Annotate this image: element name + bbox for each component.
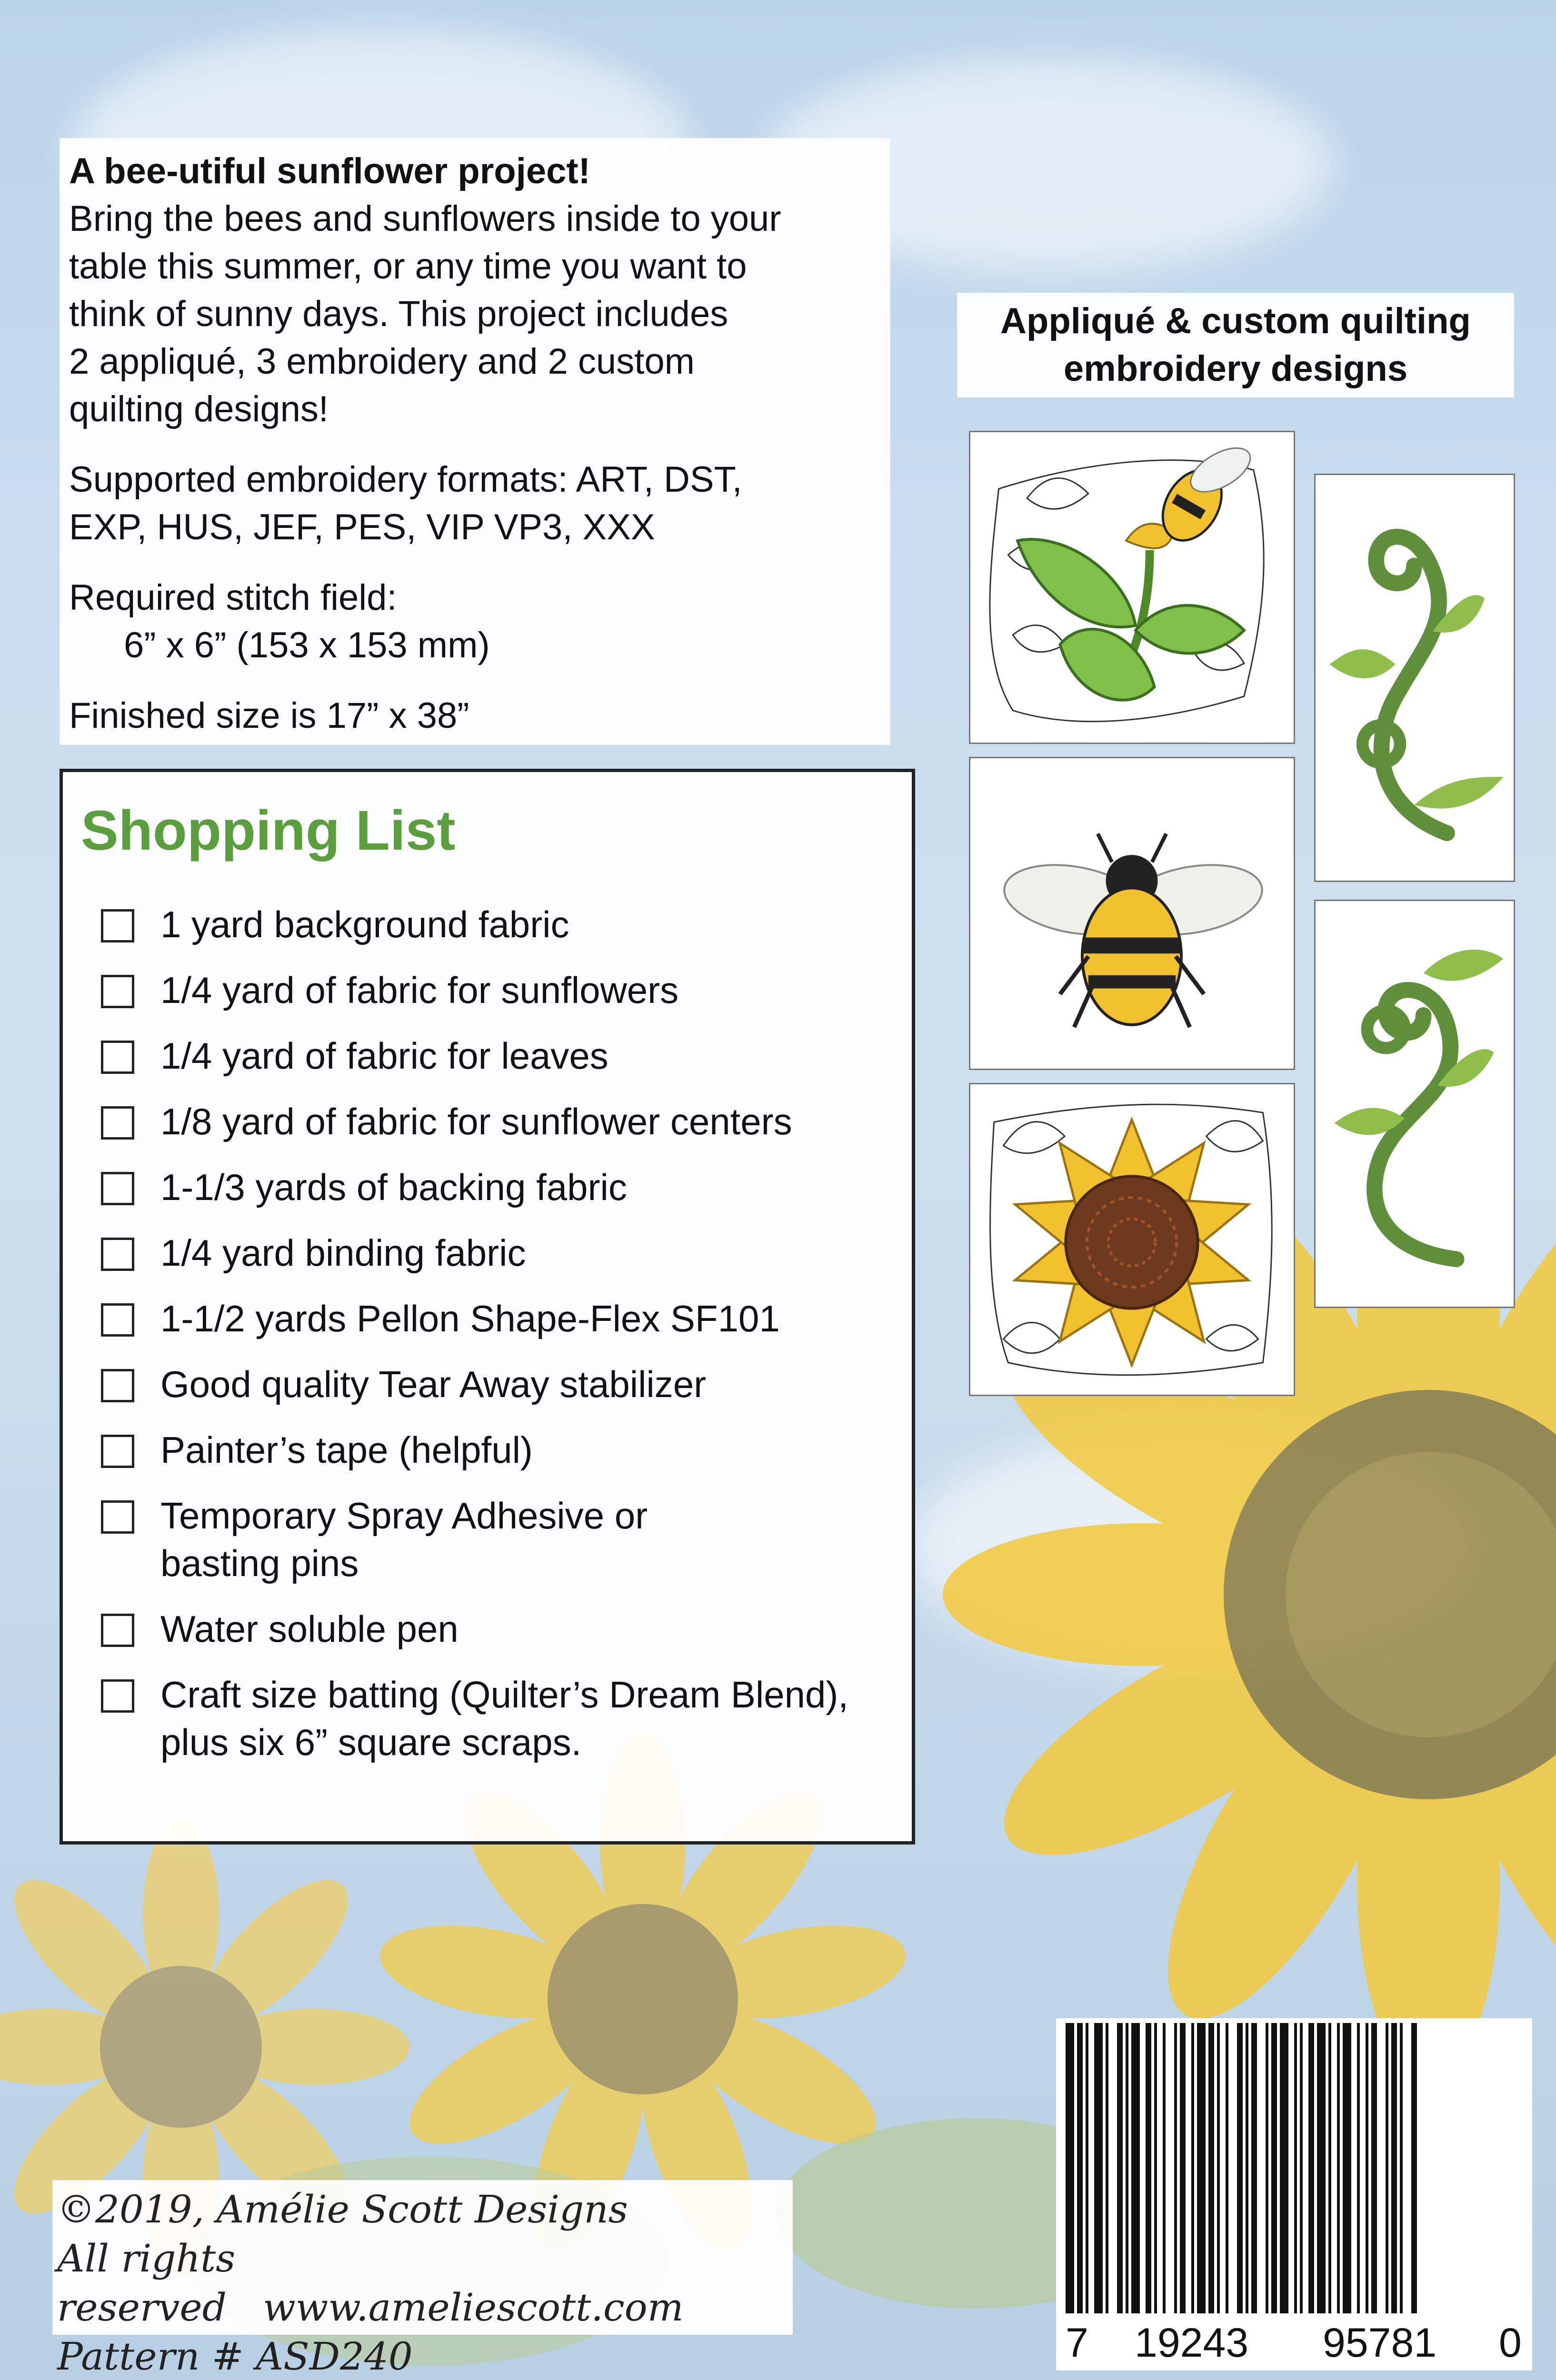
barcode-bar [1391, 2023, 1397, 2313]
barcode-bar [1086, 2023, 1088, 2313]
barcode-bar [1197, 2023, 1206, 2313]
shopping-item [96, 1163, 906, 1211]
rights-reserved: All rights reserved [57, 2236, 236, 2330]
bee-icon [970, 758, 1294, 1069]
vine-quilting-top-tile [1314, 474, 1515, 882]
barcode-bar [1146, 2023, 1151, 2313]
barcode-bar [1371, 2023, 1377, 2313]
caption-line: Appliqué & custom quilting [1000, 301, 1471, 341]
checkbox[interactable] [101, 1303, 134, 1337]
sunflower-applique-tile [969, 1083, 1295, 1396]
barcode-bar [1163, 2023, 1166, 2313]
intro-line: 2 appliqué, 3 embroidery and 2 custom [69, 341, 695, 382]
barcode-digit: 0 [1499, 2320, 1522, 2366]
shopping-item-text: plus six 6” square scraps. [160, 1721, 582, 1763]
checkbox[interactable] [101, 1369, 134, 1402]
checkbox[interactable] [101, 1614, 134, 1647]
shopping-item-text: Good quality Tear Away stabilizer [160, 1363, 707, 1405]
barcode-digit: 7 [1066, 2320, 1088, 2366]
barcode-bar [1357, 2023, 1360, 2313]
stitch-field-value: 6” x 6” (153 x 153 mm) [124, 625, 490, 665]
barcode-bar [1337, 2023, 1340, 2313]
shopping-item-text: 1 yard background fabric [160, 903, 569, 945]
checkbox[interactable] [101, 1679, 134, 1713]
formats-paragraph [69, 456, 881, 551]
sunflower-icon [970, 1084, 1294, 1395]
barcode-digit: 95781 [1323, 2320, 1437, 2366]
intro-line: think of sunny days. This project includes [69, 294, 728, 334]
checkbox[interactable] [101, 1106, 134, 1140]
barcode-bar [1174, 2023, 1177, 2313]
bee-embroidery-tile [969, 757, 1295, 1070]
intro-panel [60, 138, 890, 745]
barcode-bar [1300, 2023, 1303, 2313]
barcode-bar [1117, 2023, 1123, 2313]
shopping-item [96, 1360, 906, 1408]
barcode-digit: 19243 [1135, 2320, 1249, 2366]
shopping-item-text: 1-1/3 yards of backing fabric [160, 1166, 627, 1208]
barcode-bar [1237, 2023, 1243, 2313]
barcode-bar [1386, 2023, 1388, 2313]
barcode-bar [1094, 2023, 1103, 2313]
shopping-item [96, 1605, 906, 1653]
barcode-bar [1343, 2023, 1351, 2313]
shopping-item-text: 1-1/2 yards Pellon Shape-Flex SF101 [160, 1298, 780, 1339]
vine-icon [1316, 901, 1514, 1307]
copyright: ©2019, Amélie Scott Designs [57, 2187, 628, 2231]
shopping-list-title: Shopping List [81, 799, 456, 862]
checkbox[interactable] [101, 1041, 134, 1074]
barcode-bar [1266, 2023, 1268, 2313]
barcode-bar [1251, 2023, 1257, 2313]
barcode-bar [1411, 2023, 1417, 2313]
barcode-bar [1180, 2023, 1186, 2313]
checkbox[interactable] [101, 1172, 134, 1205]
shopping-item [96, 1032, 906, 1080]
vine-icon [1316, 475, 1514, 881]
vine-quilting-bottom-tile [1314, 900, 1515, 1308]
formats-line: Supported embroidery formats: ART, DST, [69, 459, 742, 500]
checkbox[interactable] [101, 1238, 134, 1271]
barcode-bar [1208, 2023, 1214, 2313]
shopping-item-text: Painter’s tape (helpful) [160, 1429, 533, 1471]
credits-panel [52, 2180, 793, 2379]
checkbox[interactable] [101, 975, 134, 1008]
barcode-bar [1106, 2023, 1108, 2313]
shopping-item-text: basting pins [160, 1542, 359, 1584]
shopping-item [96, 1426, 906, 1474]
shopping-item [96, 901, 906, 948]
shopping-list [96, 901, 906, 1784]
barcode-bar [1294, 2023, 1297, 2313]
barcode-bar [1191, 2023, 1194, 2313]
intro-line: quilting designs! [69, 389, 329, 429]
barcode-bar [1131, 2023, 1140, 2313]
shopping-list-panel [60, 769, 915, 1844]
barcode-bar [1066, 2023, 1074, 2313]
intro-line: table this summer, or any time you want to [69, 246, 747, 287]
intro-line: Bring the bees and sunflowers inside to your [69, 198, 781, 239]
checkbox[interactable] [101, 909, 134, 942]
shopping-item [96, 966, 906, 1014]
designs-caption [957, 293, 1514, 397]
shopping-item [96, 1295, 906, 1342]
shopping-item [96, 1098, 906, 1145]
shopping-item-text: Water soluble pen [160, 1608, 459, 1650]
shopping-item [96, 1671, 906, 1766]
barcode-bar [1077, 2023, 1083, 2313]
pattern-number: Pattern # ASD240 [57, 2334, 413, 2379]
sunflower-bee-applique-tile [969, 431, 1295, 744]
intro-paragraph [69, 148, 881, 433]
caption-line: embroidery designs [1063, 348, 1408, 389]
barcode-bars [1056, 2023, 1532, 2318]
stitch-field-label: Required stitch field: [69, 577, 397, 618]
shopping-item [96, 1229, 906, 1277]
shopping-item-text: 1/4 yard binding fabric [160, 1232, 526, 1274]
website-link[interactable]: www.ameliescott.com [263, 2285, 684, 2330]
shopping-item [96, 1492, 906, 1587]
intro-headline: A bee-utiful sunflower project! [69, 151, 590, 191]
barcode-bar [1366, 2023, 1368, 2313]
formats-line: EXP, HUS, JEF, PES, VIP VP3, XXX [69, 507, 655, 547]
sunflower-bee-applique-icon [970, 432, 1294, 743]
barcode-bar [1217, 2023, 1220, 2313]
barcode-bar [1154, 2023, 1157, 2313]
barcode-bar [1400, 2023, 1403, 2313]
stitch-field-paragraph [69, 574, 881, 669]
barcode-bar [1308, 2023, 1314, 2313]
barcode [1056, 2018, 1532, 2370]
barcode-bar [1317, 2023, 1326, 2313]
checkbox[interactable] [101, 1435, 134, 1468]
barcode-bar [1226, 2023, 1228, 2313]
barcode-bar [1328, 2023, 1331, 2313]
barcode-bar [1126, 2023, 1128, 2313]
shopping-item-text: 1/8 yard of fabric for sunflower centers [160, 1101, 792, 1142]
shopping-item-text: Temporary Spray Adhesive or [160, 1495, 648, 1537]
shopping-item-text: 1/4 yard of fabric for leaves [160, 1035, 608, 1077]
shopping-item-text: 1/4 yard of fabric for sunflowers [160, 969, 679, 1011]
checkbox[interactable] [101, 1500, 134, 1534]
shopping-item-text: Craft size batting (Quilter’s Dream Blend), [160, 1674, 848, 1716]
barcode-bar [1271, 2023, 1277, 2313]
barcode-bar [1280, 2023, 1288, 2313]
barcode-bar [1246, 2023, 1248, 2313]
rights-line [57, 2234, 788, 2332]
finished-size: Finished size is 17” x 38” [69, 695, 469, 736]
